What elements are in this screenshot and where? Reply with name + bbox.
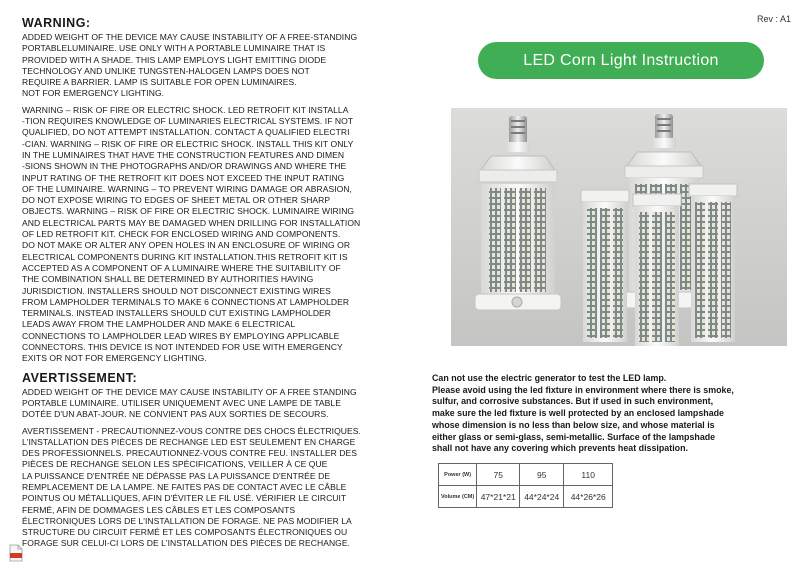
pdf-file-icon[interactable]	[9, 544, 23, 562]
text-line: FORAGE SUR CELUI-CI LORS DE L'INSTALLATION DES PIÈCES DE RECHANGE.	[22, 538, 351, 549]
avertissement-heading: AVERTISSEMENT:	[22, 370, 138, 385]
table-cell: 44*24*24	[520, 486, 564, 508]
corn-lamp-front-left	[581, 190, 629, 342]
left-column	[22, 16, 400, 550]
text-line: ÉLECTRONIQUES LORS DE L'INSTALLATION DE FORAGE. NE PAS MODIFIER LA	[22, 515, 352, 526]
text-line: -TION REQUIRES KNOWLEDGE OF LUMINARIES ELECTRICAL SYSTEMS. IF NOT	[22, 116, 354, 127]
text-line: FERMÉ, AFIN DE DOMMAGES LES CÂBLES ET LES COMPOSANTS	[22, 504, 296, 515]
row-header-power: Power (W)	[439, 464, 477, 486]
usage-notice	[432, 373, 792, 455]
text-line: JURISDICTION. INSTALLERS SHOULD NOT DISCONNECT EXISTING WIRES	[22, 285, 331, 296]
text-line: L'INSTALLATION DES PIÈCES DE RECHANGE LED EST SEULEMENT EN CHARGE	[22, 436, 356, 447]
table-cell: 75	[477, 464, 520, 486]
text-line: PORTABLELUMINAIRE. USE ONLY WITH A PORTABLE LUMINAIRE THAT IS	[22, 43, 326, 54]
table-cell: 44*26*26	[564, 486, 613, 508]
text-line: POINTUS OU MÉTALLIQUES, AFIN D'ÉVITER LE FIL USÉ. VÉRIFIER LE CIRCUIT	[22, 493, 347, 504]
text-line: -SIONS SHOWN IN THE PHOTOGRAPHS AND/OR DRAWINGS AND WHERE THE	[22, 161, 347, 172]
text-line: AVERTISSEMENT - PRECAUTIONNEZ-VOUS CONTRE DES CHOCS ÉLECTRIQUES.	[22, 425, 361, 436]
text-line: IN THE LUMINAIRES THAT HAVE THE CONSTRUCTION FEATURES AND DIMEN	[22, 149, 345, 160]
text-line: DO NOT EXPOSE WIRING TO EDGES OF SHEET METAL OR OTHER SHARP	[22, 195, 331, 206]
text-line: CONNECTIONS TO LAMPHOLDER LEAD WIRES BY EMPLOYING APPLICABLE	[22, 330, 340, 341]
text-line: AND ELECTRICAL PARTS MAY BE DAMAGED WHEN DRILLING FOR INSTALLATION	[22, 217, 361, 228]
text-line: sulfur, and corrosive substances. But if used in such environment,	[432, 396, 714, 407]
table-cell: 95	[520, 464, 564, 486]
table-cell: 110	[564, 464, 613, 486]
table-row	[439, 464, 613, 486]
row-header-volume: Volume (CM)	[439, 486, 477, 508]
spec-table	[438, 463, 613, 508]
text-line: ADDED WEIGHT OF THE DEVICE MAY CAUSE INSTABILITY OF A FREE-STANDING	[22, 32, 358, 42]
text-line: QUALIFIED, DO NOT ATTEMPT INSTALLATION. CONTACT A QUALIFIED ELECTRI	[22, 127, 350, 138]
text-line: -CIAN. WARNING – RISK OF FIRE OR ELECTRIC SHOCK. INSTALL THIS KIT ONLY	[22, 138, 354, 149]
table-cell: 47*21*21	[477, 486, 520, 508]
avertissement-paragraph-2	[22, 426, 400, 550]
text-line: REMPLACEMENT DE LA LAMPE. NE FAITES PAS DE CONTACT AVEC LE CÂBLE	[22, 481, 347, 492]
text-line: either glass or semi-glass, semi-metallic. Surface of the lampshade	[432, 431, 716, 442]
text-line: FROM LAMPHOLDER TERMINALS TO MAKE 6 CONNECTIONS AT LAMPHOLDER	[22, 296, 350, 307]
corn-lamp-front-middle	[633, 194, 681, 346]
page-title: LED Corn Light Instruction	[478, 42, 764, 79]
text-line: LEADS AWAY FROM THE LAMPHOLDER AND MAKE 6 ELECTRICAL	[22, 319, 296, 330]
text-line: shall not have any covering which prevents heat dissipation.	[432, 443, 688, 454]
text-line: PROVIDED WITH A SHADE. THIS LAMP EMPLOYS LIGHT EMITTING DIODE	[22, 54, 327, 65]
revision-label: Rev : A1	[757, 14, 792, 24]
text-line: OF LED RETROFIT KIT. CHECK FOR ENCLOSED WIRING AND COMPONENTS.	[22, 229, 341, 240]
warning-paragraph-1	[22, 32, 400, 100]
text-line: OBJECTS. WARNING – RISK OF FIRE OR ELECTRIC SHOCK. LUMINAIRE WIRING	[22, 206, 355, 217]
text-line: THE COMBINATION SHALL BE DETERMINED BY AUTHORITIES HAVING	[22, 274, 314, 285]
text-line: CONNECTORS. THIS DEVICE IS NOT INTENDED FOR USE WITH EMERGENCY	[22, 342, 343, 353]
text-line: OF THE LUMINAIRE. WARNING – TO PREVENT WIRING DAMAGE OR ABRASION,	[22, 183, 352, 194]
text-line: ELECTRICAL COMPONENTS DURING KIT INSTALLATION.THIS RETROFIT KIT IS	[22, 251, 348, 262]
text-line: DO NOT MAKE OR ALTER ANY OPEN HOLES IN AN ENCLOSURE OF WIRING OR	[22, 240, 351, 251]
text-line: Please avoid using the led fixture in environment where there is smoke,	[432, 384, 734, 395]
text-line: TECHNOLOGY AND UNLIKE TUNGSTEN-HALOGEN LAMPS DOES NOT	[22, 65, 310, 76]
text-line: ACCEPTED AS A COMPONENT OF A LUMINAIRE WHERE THE SUITABILITY OF	[22, 262, 341, 273]
text-line: PORTABLE LUMINAIRE. UTILISER UNIQUEMENT AVEC UNE LAMPE DE TABLE	[22, 397, 341, 408]
corn-lamp-front-right	[689, 184, 737, 342]
table-row	[439, 486, 613, 508]
text-line: EXITS OR NOT FOR EMERGENCY LIGHTING.	[22, 353, 207, 364]
text-line: NOT FOR EMERGENCY LIGHTING.	[22, 88, 165, 99]
text-line: DOTÉE D'UN ABAT-JOUR. NE CONVIENT PAS AUX SORTIES DE SECOURS.	[22, 409, 329, 420]
text-line: INPUT RATING OF THE RETROFIT KIT DOES NOT EXCEED THE INPUT RATING	[22, 172, 345, 183]
warning-heading: WARNING:	[22, 16, 91, 30]
product-photo	[451, 108, 787, 346]
text-line: DES PROFESSIONNELS. PRECAUTIONNEZ-VOUS CONTRE FEU. INSTALLER DES	[22, 448, 357, 459]
text-line: LA PUISSANCE D'ENTRÉE NE DÉPASSE PAS LA PUISSANCE D'ENTRÉE DE	[22, 470, 331, 481]
text-line: TERMINALS. INSTEAD INSTALLERS SHOULD CUT EXISTING LAMPHOLDER	[22, 308, 332, 319]
warning-paragraph-2	[22, 105, 400, 365]
text-line: WARNING – RISK OF FIRE OR ELECTRIC SHOCK. LED RETROFIT KIT INSTALLA	[22, 104, 349, 115]
text-line: ADDED WEIGHT OF THE DEVICE MAY CAUSE INSTABILITY OF A FREE STANDING	[22, 386, 357, 397]
text-line: REQUIRE A BARRIER. LAMP IS SUITABLE FOR OPEN LUMINAIRES.	[22, 77, 297, 88]
avertissement-paragraph-1	[22, 387, 400, 421]
text-line: STRUCTURE DU CIRCUIT FERMÉ ET LES COMPOSANTS ÉLECTRONIQUES OU	[22, 527, 348, 538]
text-line: whose dimension is no less than below size, and whose material is	[432, 419, 715, 430]
text-line: Can not use the electric generator to test the LED lamp.	[432, 373, 667, 383]
corn-lamp-left	[475, 116, 561, 310]
text-line: PIÈCES DE RECHANGE SELON LES SPÉCIFICATIONS, VEILLER À CE QUE	[22, 459, 328, 470]
text-line: make sure the led fixture is well protected by an enclosed lampshade	[432, 408, 724, 419]
